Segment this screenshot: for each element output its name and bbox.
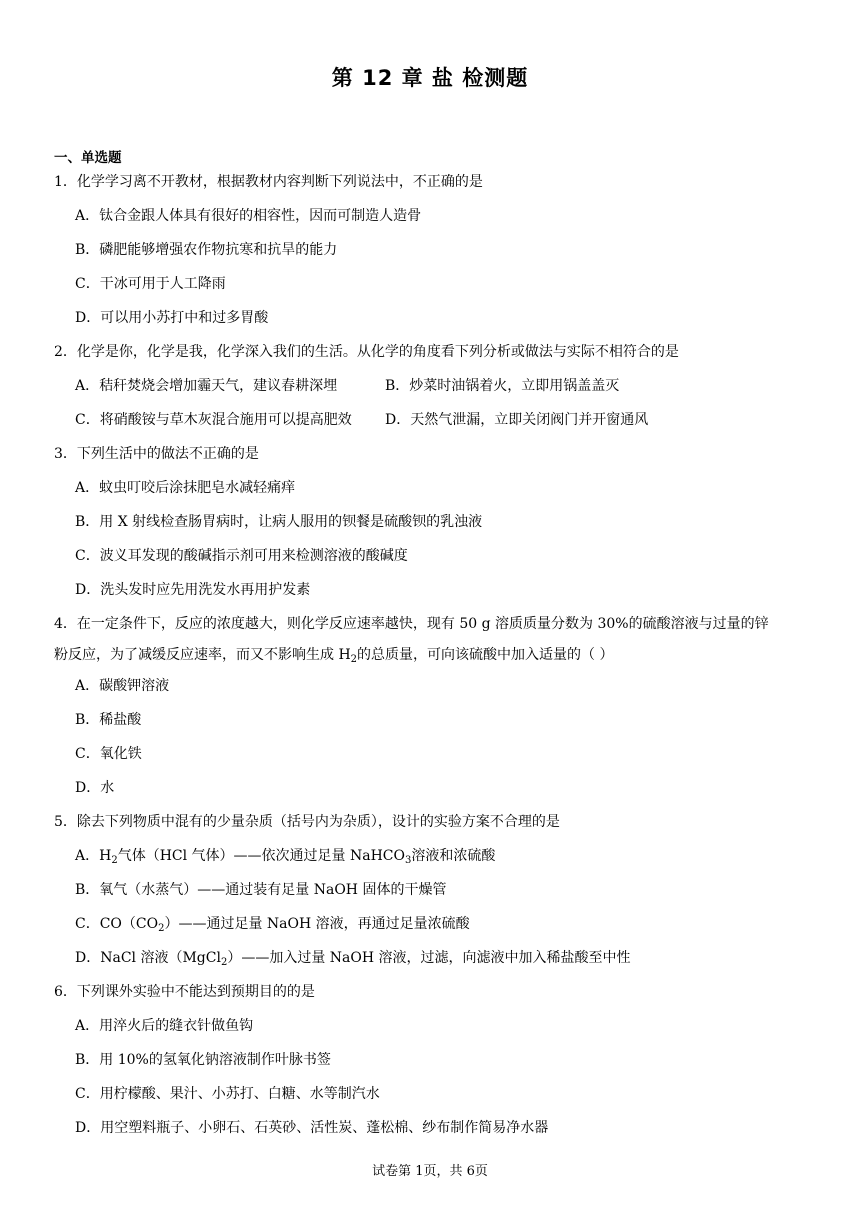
question-4-stem-line-2a: 粉反应，为了减缓反应速率，而又不影响生成 H [54,647,351,663]
page-footer: 试卷第 1页，共 6页 [372,1164,488,1179]
question-2-option-c: C．将硝酸铵与草木灰混合施用可以提高肥效 [75,412,352,428]
question-3-stem: 3．下列生活中的做法不正确的是 [54,446,259,462]
option-text: D．NaCl 溶液（MgCl [75,950,221,966]
question-6-option-a: A．用淬火后的缝衣针做鱼钩 [75,1018,254,1034]
subscript: 2 [158,923,165,934]
question-5-stem: 5．除去下列物质中混有的少量杂质（括号内为杂质），设计的实验方案不合理的是 [54,814,560,830]
question-1-option-d: D．可以用小苏打中和过多胃酸 [75,310,269,326]
question-5-option-a [75,844,814,868]
subscript: 3 [405,855,412,866]
question-2-option-b: B．炒菜时油锅着火，立即用锅盖盖灭 [385,378,620,394]
question-4-option-a: A．碳酸钾溶液 [75,678,170,694]
question-4-option-c: C．氧化铁 [75,746,142,762]
question-1-option-c: C．干冰可用于人工降雨 [75,276,226,292]
question-4-stem [54,609,814,671]
option-text: ）——加入过量 NaOH 溶液，过滤，向滤液中加入稀盐酸至中性 [227,950,631,966]
option-text: B．氧气（水蒸气）——通过装有足量 NaOH 固体的干燥管 [75,882,447,898]
question-4-h2-subscript: 2 [350,654,358,665]
option-text: C．CO（CO [75,916,159,932]
question-5-option-b [75,878,814,902]
question-list [54,170,814,1150]
question-5-option-c [75,912,814,936]
question-2-options-row-2 [75,408,814,432]
option-text: 气体（HCl 气体）——依次通过足量 NaHCO [117,848,405,864]
page-title: 第 12 章 盐 检测题 [331,66,529,90]
question-1-option-b: B．磷肥能够增强农作物抗寒和抗旱的能力 [75,242,338,258]
question-5-option-d [75,946,814,970]
question-3-option-c: C．波义耳发现的酸碱指示剂可用来检测溶液的酸碱度 [75,548,408,564]
question-4-option-b: B．稀盐酸 [75,712,142,728]
question-6-option-c: C．用柠檬酸、果汁、小苏打、白糖、水等制汽水 [75,1086,380,1102]
subscript: 2 [111,855,118,866]
question-3-option-a: A．蚊虫叮咬后涂抹肥皂水减轻痛痒 [75,480,296,496]
question-3-option-d: D．洗头发时应先用洗发水再用护发素 [75,582,311,598]
question-3-option-b: B．用 X 射线检查肠胃病时，让病人服用的钡餐是硫酸钡的乳浊液 [75,514,483,530]
question-4-option-d: D．水 [75,780,115,796]
option-text: ）——通过足量 NaOH 溶液，再通过足量浓硫酸 [164,916,470,932]
question-2-options-row-1 [75,374,814,398]
question-2-option-a: A．秸秆焚烧会增加霾天气，建议春耕深埋 [75,378,338,394]
section-heading: 一、单选题 [54,150,122,166]
question-6-option-b: B．用 10%的氢氧化钠溶液制作叶脉书签 [75,1052,331,1068]
option-text: A．H [75,848,112,864]
question-2-option-d: D．天然气泄漏，立即关闭阀门并开窗通风 [385,412,649,428]
option-text: 溶液和浓硫酸 [411,848,496,864]
subscript: 2 [220,957,228,968]
question-6-stem: 6．下列课外实验中不能达到预期目的的是 [54,984,315,1000]
question-6-option-d: D．用空塑料瓶子、小卵石、石英砂、活性炭、蓬松棉、纱布制作简易净水器 [75,1120,549,1136]
question-4-stem-line-2b: 的总质量，可向该硫酸中加入适量的（ ） [357,647,614,663]
question-2-stem: 2．化学是你，化学是我，化学深入我们的生活。从化学的角度看下列分析或做法与实际不相符合的是 [54,344,679,360]
question-1-option-a: A．钛合金跟人体具有很好的相容性，因而可制造人造骨 [75,208,422,224]
question-4-stem-line-1: 4．在一定条件下，反应的浓度越大，则化学反应速率越快，现有 50 g 溶质质量分数为 30%的硫酸溶液与过量的锌 [54,616,769,632]
question-1-stem: 1．化学学习离不开教材，根据教材内容判断下列说法中，不正确的是 [54,174,483,190]
